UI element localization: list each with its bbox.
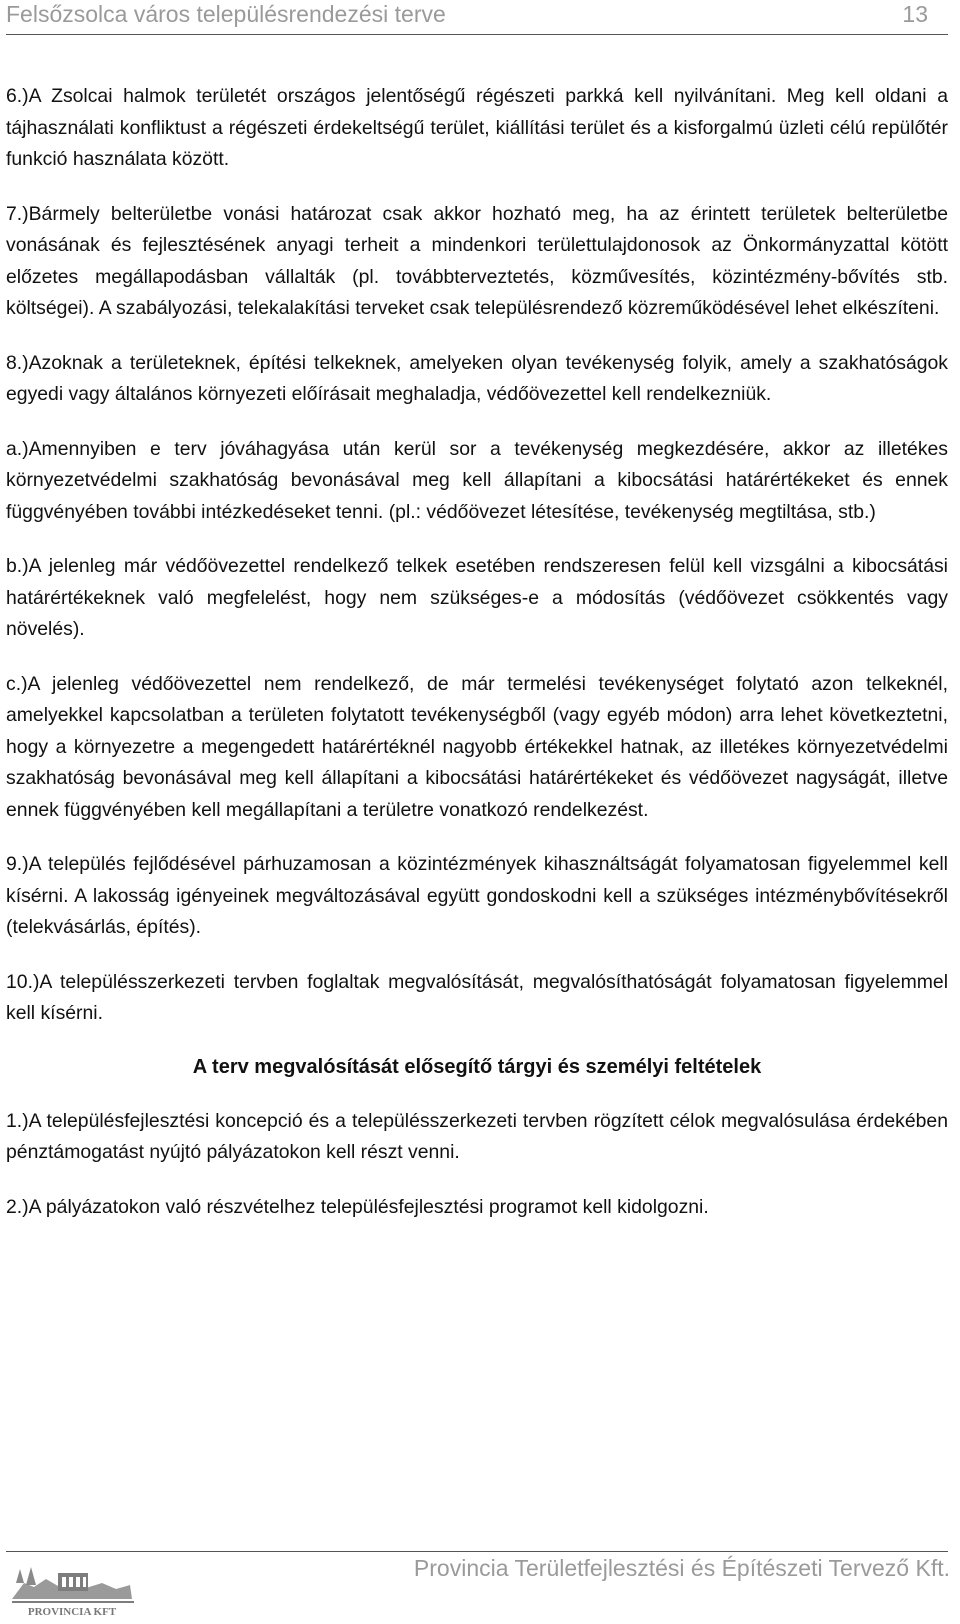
header-title: Felsőzsolca város településrendezési terve bbox=[6, 1, 446, 27]
document-body bbox=[6, 81, 948, 1223]
page-header bbox=[6, 0, 948, 35]
paragraph-9: 9.)A település fejlődésével párhuzamosan a közintézmények kihasználtságát folyamatosan figyelemmel kell kísérni. A lakosság igényeinek megváltozásával együtt gondoskodni kell a szükséges intézménybővítésekről (telekvásárlás, építés). bbox=[6, 853, 948, 938]
paragraph-7: 7.)Bármely belterületbe vonási határozat csak akkor hozható meg, ha az érintett területek belterületbe vonásának és fejlesztésének anyagi terheit a mindenkori területtulajdonosok az Önkormányzattal kötött előzetes megállapodásban vállalták (pl. továbbterveztetés, közművesítés, közintézmény-bővítés stb. költségei). A szabályozási, telekalakítási terveket csak településrendező közreműködésével lehet elkészíteni. bbox=[6, 202, 948, 319]
footer-divider bbox=[6, 1551, 948, 1552]
section-paragraph-2: 2.)A pályázatokon való részvételhez településfejlesztési programot kell kidolgozni. bbox=[6, 1195, 709, 1218]
paragraph-6: 6.)A Zsolcai halmok területét országos jelentőségű régészeti parkká kell nyilvánítani. Meg kell oldani a tájhasználati konfliktust a régészeti érdekeltségű terület, kiállítási terület és a kisforgalmú üzleti célú repülőtér funkció használata között. bbox=[6, 85, 948, 170]
footer-company: Provincia Területfejlesztési és Építészeti Tervező Kft. bbox=[413, 1555, 950, 1581]
provincia-logo bbox=[6, 1553, 138, 1619]
section-paragraph-1: 1.)A településfejlesztési koncepció és a településszerkezeti tervben rögzített célok megvalósulása érdekében pénztámogatást nyújtó pályázatokon kell részt venni. bbox=[6, 1109, 948, 1163]
paragraph-8a: a.)Amennyiben e terv jóváhagyása után kerül sor a tevékenység megkezdésére, akkor az illetékes környezetvédelmi szakhatóság bevonásával meg kell állapítani a kibocsátási határértékeket és ennek függvényében további intézkedéseket tenni. (pl.: védőövezet létesítése, tevékenység megtiltása, stb.) bbox=[6, 437, 948, 523]
paragraph-8: 8.)Azoknak a területeknek, építési telkeknek, amelyeken olyan tevékenység folyik, amely a szakhatóságok egyedi vagy általános környezeti előírásait meghaladja, védőövezettel kell rendelkezniük. bbox=[6, 351, 948, 405]
section-heading: A terv megvalósítását elősegítő tárgyi és személyi feltételek bbox=[192, 1055, 762, 1078]
paragraph-10: 10.)A településszerkezeti tervben foglaltak megvalósítását, megvalósíthatóságát folyamatosan figyelemmel kell kísérni. bbox=[6, 970, 948, 1024]
svg-text:PROVINCIA KFT: PROVINCIA KFT bbox=[27, 1606, 117, 1618]
provincia-logo-graphic bbox=[6, 1553, 138, 1619]
paragraph-8b: b.)A jelenleg már védőövezettel rendelkező telkek esetében rendszeresen felül kell vizsgálni a kibocsátási határértékeknek való megfelelést, hogy nem szükséges-e a módosítás (védőövezet csökkentés vagy növelés). bbox=[6, 555, 948, 640]
page-number: 13 bbox=[902, 1, 928, 27]
paragraph-8c: c.)A jelenleg védőövezettel nem rendelkező, de már termelési tevékenységet folytató azon telkeknél, amelyekkel kapcsolatban a területen folytatott tevékenységből (vagy egyéb módon) arra lehet következtetni, hogy a környezetre a megengedett határértéknél nagyobb értékekkel hatnak, az illetékes környezetvédelmi szakhatóság bevonásával meg kell állapítani a kibocsátási határértékeket és védőövezet nagyságát, illetve ennek függvényében kell megállapítani a területre vonatkozó rendelkezést. bbox=[6, 672, 948, 821]
